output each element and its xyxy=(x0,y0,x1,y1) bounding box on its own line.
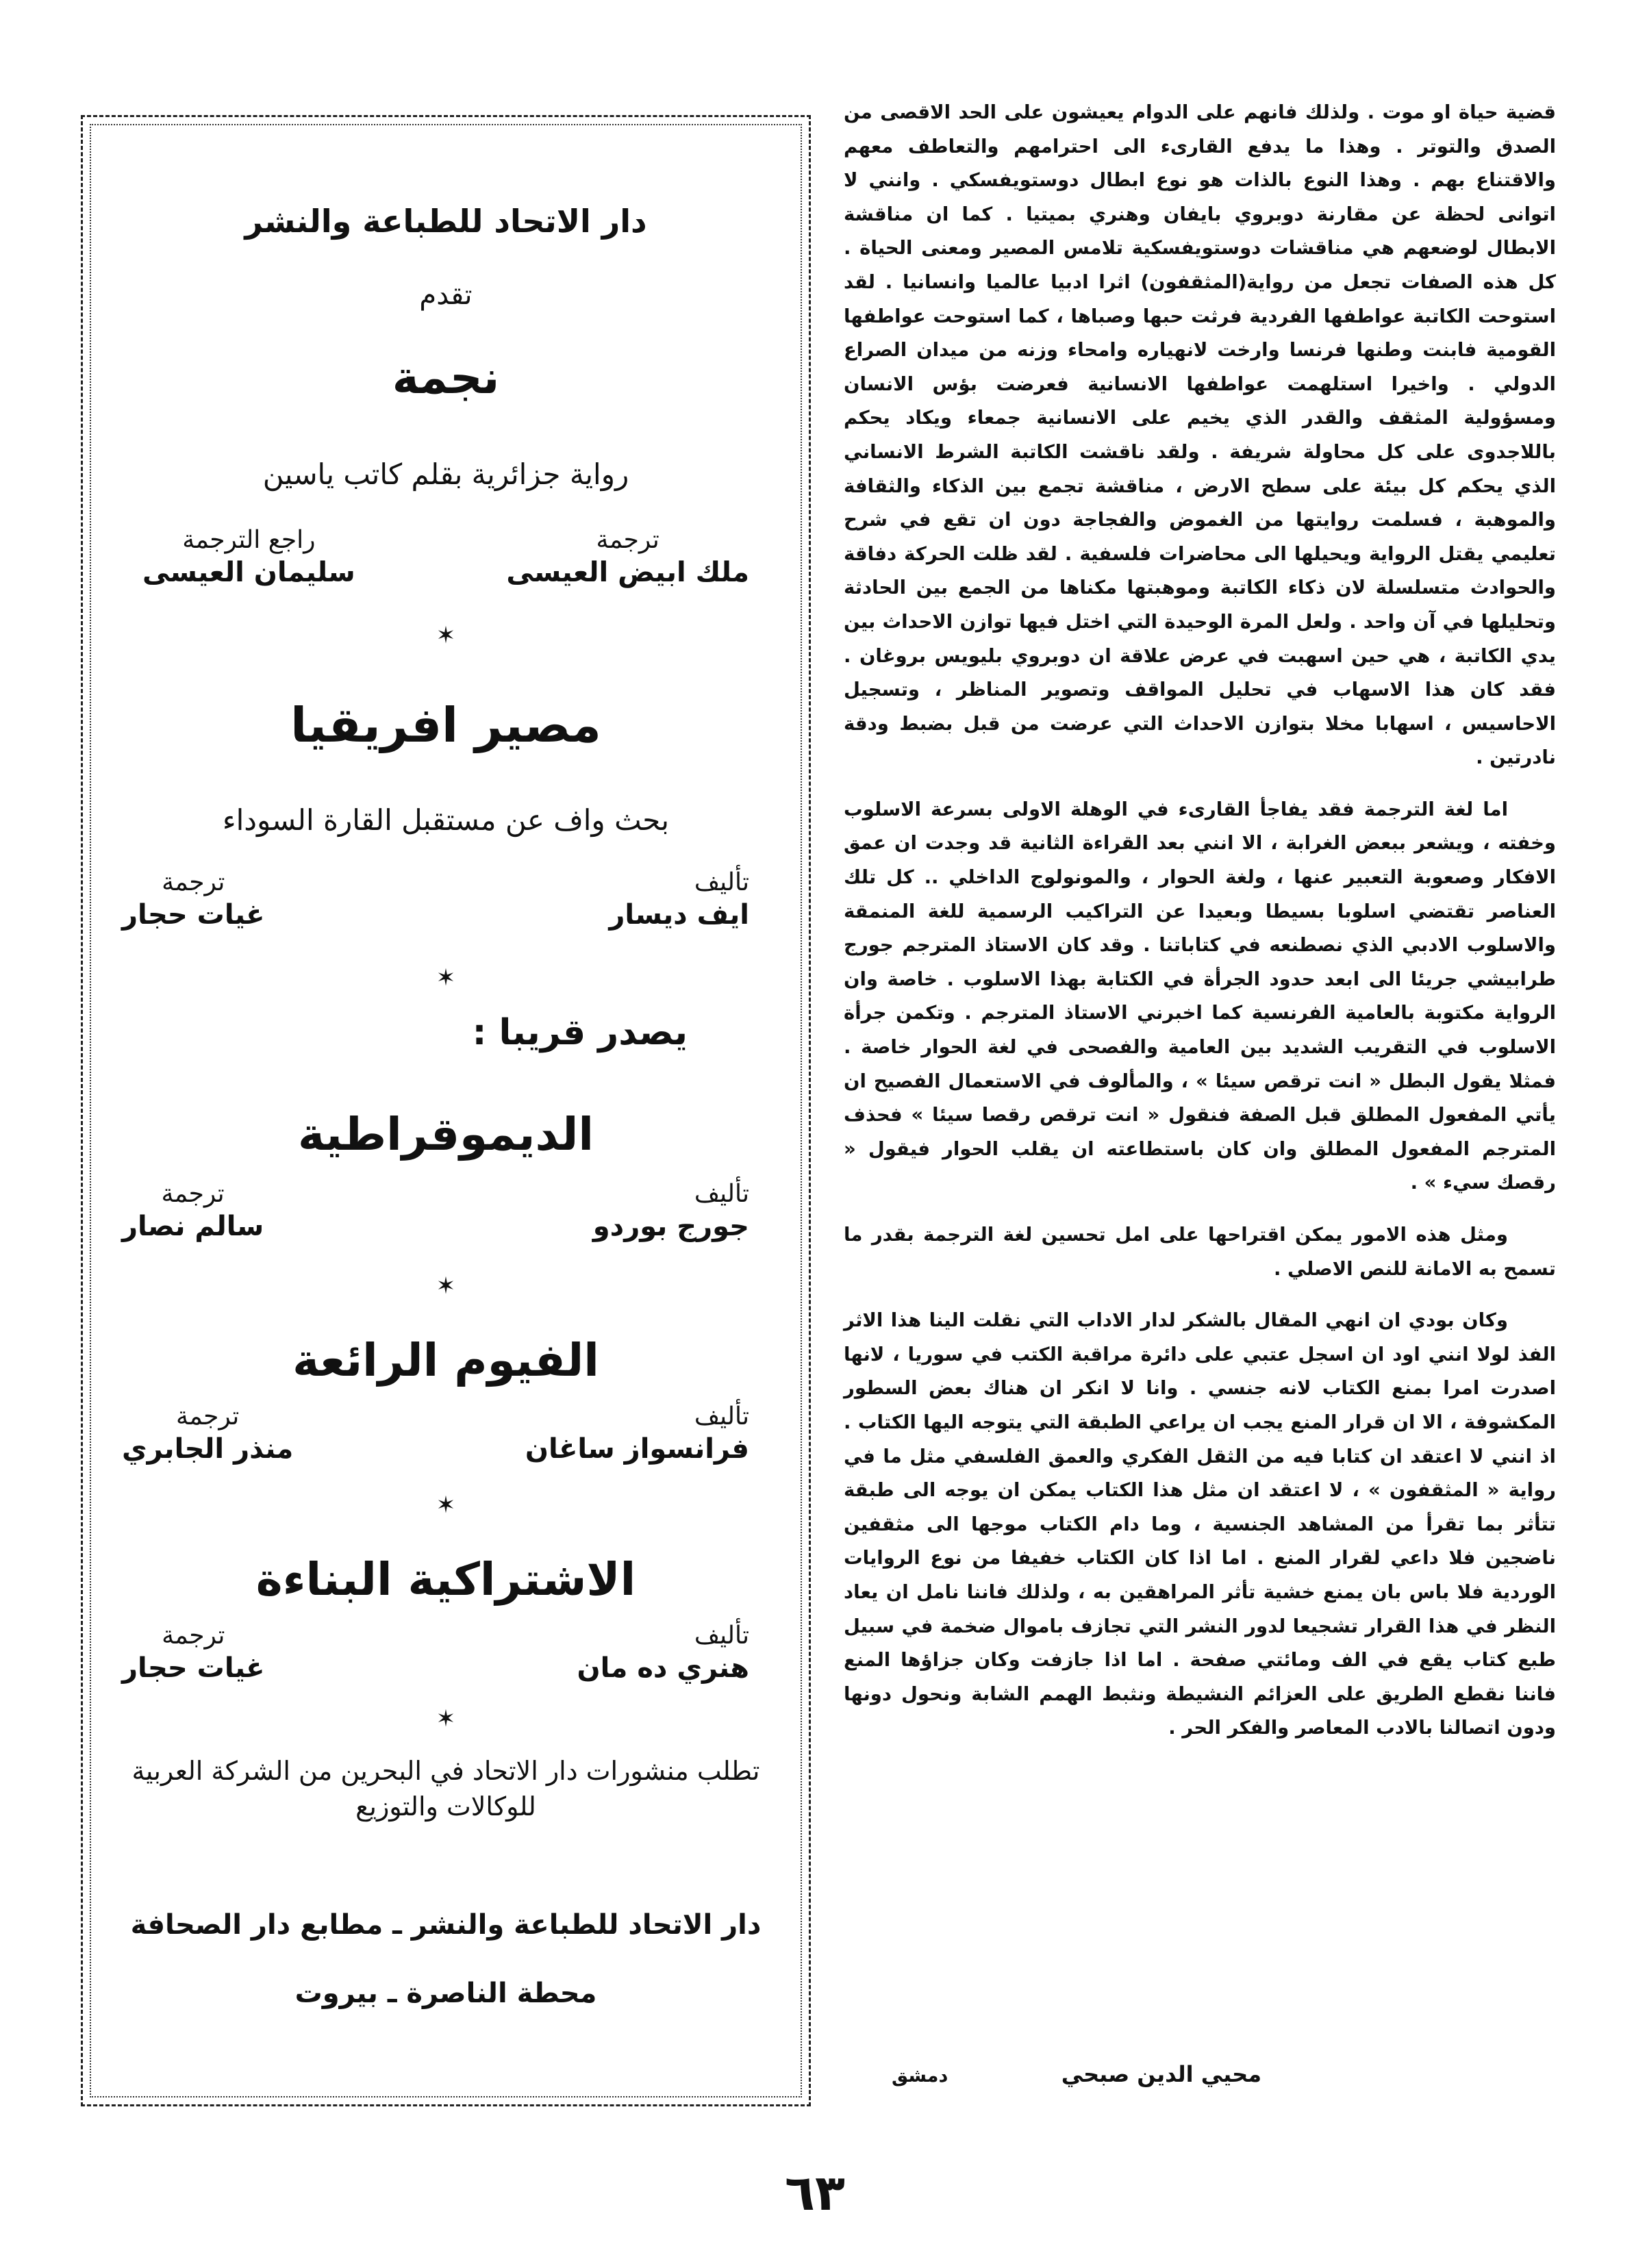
book-credit-left xyxy=(142,526,355,588)
credit-role: تأليف xyxy=(694,1180,749,1208)
credit-role: ترجمة xyxy=(162,1622,225,1650)
credit-name: سليمان العيسى xyxy=(142,557,355,588)
credit-name: منذر الجابري xyxy=(122,1433,294,1465)
star-divider: ✶ xyxy=(436,622,456,649)
credit-name: غيات حجار xyxy=(122,899,265,931)
book-credit-left xyxy=(122,1622,265,1684)
credit-role: ترجمة xyxy=(176,1402,240,1431)
author-name: محيي الدين صبحي xyxy=(1061,2061,1261,2087)
article-body xyxy=(844,96,1556,1763)
book-subtitle: رواية جزائرية بقلم كاتب ياسين xyxy=(262,457,629,491)
credit-name: سالم نصار xyxy=(122,1211,264,1242)
author-place: دمشق xyxy=(892,2065,948,2087)
book-title: مصير افريقيا xyxy=(290,697,601,753)
credit-name: فرانسواز ساغان xyxy=(525,1433,749,1465)
order-note: تطلب منشورات دار الاتحاد في البحرين من الشركة العربية للوكالات والتوزيع xyxy=(131,1756,760,1822)
book-credit-left xyxy=(122,1402,293,1465)
star-divider: ✶ xyxy=(436,1272,456,1300)
publisher-advertisement xyxy=(81,115,811,2106)
credit-name: ملك ابيض العيسى xyxy=(506,557,749,588)
article-signature xyxy=(844,2061,1556,2102)
credit-name: ايف ديسار xyxy=(609,899,749,931)
credit-name: غيات حجار xyxy=(122,1652,265,1684)
credit-name: جورج بوردو xyxy=(592,1211,749,1242)
book-credit-right xyxy=(525,1402,749,1465)
book-credit-right xyxy=(593,1180,749,1242)
star-divider: ✶ xyxy=(436,1705,456,1732)
article-paragraph-4: وكان بودي ان انهي المقال بالشكر لدار الاداب التي نقلت الينا هذا الاثر الفذ لولا انني اود ان اسجل عتبي على دائرة مراقبة الكتب في سوريا ، لانها اصدرت امرا بمنع الكتاب لانه جنسي . وانا لا انكر ان هناك بعض السطور المكشوفة ، الا ان قرار المنع يجب ان يراعي الطبقة التي يتوجه اليها الكتاب . اذ انني لا اعتقد ان كتابا فيه من الثقل الفكري والعمق الفلسفي مثل ما في رواية « المثقفون » ، لا اعتقد ان مثل هذا الكتاب يمكن ان يوجه الى طبقة تتأثر بما تقرأ من المشاهد الجنسية ، وما دام الكتاب موجها الى مثقفين ناضجين فلا داعي لقرار المنع . اما اذا كان الكتاب خفيفا من نوع الروايات الوردية فلا باس بان يمنع خشية تأثر المراهقين به ، ولذلك فاننا نامل ان يعاد النظر في هذا القرار تشجيعا لدور النشر التي تجازف باموال ضخمة في سبيل طبع كتاب يقع في الف ومائتي صفحة . اما اذا جازفت وكان جزاؤها المنع فاننا نقطع الطريق على العزائم النشيطة ونثبط الهمم الشابة ونحول دونها ودون اتصالنا بالادب المعاصر والفكر الحر . xyxy=(844,1309,1556,1739)
article-paragraph-3: ومثل هذه الامور يمكن اقتراحها على امل تحسين لغة الترجمة بقدر ما تسمح به الامانة للنص الاصلي . xyxy=(844,1224,1556,1280)
article-paragraph-2: اما لغة الترجمة فقد يفاجأ القارىء في الوهلة الاولى بسرعة الاسلوب وخفته ، ويشعر ببعض الغرابة ، الا انني بعد القراءة الثانية قد وجدت ان عمق الافكار وصعوبة التعبير عنها ، ولغة الحوار ، والمونولوج الداخلي .. كل تلك العناصر تقتضي اسلوبا بسيطا وبعيدا عن التراكيب الرسمية للغة المنمقة والاسلوب الادبي الذي نصطنعه في كتاباتنا . وقد كان الاستاذ المترجم جورج طرابيشي جريئا الى ابعد حدود الجرأة في الكتابة بهذا الاسلوب . خاصة وان الرواية مكتوبة بالعامية الفرنسية كما اخبرني الاستاذ المترجم . وتكمن جرأة الاسلوب في التقريب الشديد بين العامية والفصحى في لغة الحوار خاصة . فمثلا يقول البطل « انت ترقص سيئا » ، والمألوف في الاستعمال الفصيح ان يأتي المفعول المطلق قبل الصفة فنقول « انت ترقص رقصا سيئا » فحذف المترجم المفعول المطلق وان كان باستطاعته ان يقلب الحوار فيقول « رقصك سيء » . xyxy=(844,798,1556,1194)
credit-role: راجع الترجمة xyxy=(182,526,316,554)
star-divider: ✶ xyxy=(436,964,456,992)
credit-role: ترجمة xyxy=(596,526,659,554)
publisher-address: محطة الناصرة ـ بيروت xyxy=(294,1978,597,2009)
credit-role: تأليف xyxy=(694,1402,749,1431)
book-credit-right xyxy=(609,868,749,931)
publisher-name: دار الاتحاد للطباعة والنشر xyxy=(244,203,647,240)
coming-soon-heading: يصدر قريبا : xyxy=(472,1012,688,1053)
credit-role: ترجمة xyxy=(162,868,225,896)
credit-role: تأليف xyxy=(694,868,749,896)
credit-role: تأليف xyxy=(694,1622,749,1650)
credit-role: ترجمة xyxy=(161,1180,225,1208)
book-credit-left xyxy=(122,868,265,931)
book-credit-right xyxy=(506,526,749,588)
book-title: الديموقراطية xyxy=(298,1108,594,1161)
credit-name: هنري ده مان xyxy=(577,1652,749,1684)
book-credit-right xyxy=(577,1622,749,1684)
book-subtitle: بحث واف عن مستقبل القارة السوداء xyxy=(222,803,670,837)
article-paragraph-1: قضية حياة او موت . ولذلك فانهم على الدوام يعيشون على الحد الاقصى من الصدق والتوتر . وهذا ما يدفع القارىء الى احترامهم والتعاطف معهم والاقتناع بهم . وهذا النوع بالذات هو نوع ابطال دوستويفسكي . وانني لا اتوانى لحظة عن مقارنة دوبروي بايفان وهنري بميتيا . كما ان مناقشة الابطال لوضعهم هي مناقشات دوستويفسكية تلامس المصير ومعنى الحياة . كل هذه الصفات تجعل من رواية(المثقفون) اثرا ادبيا عالميا وانسانيا . لقد استوحت الكاتبة عواطفها الفردية فرثت حبها وصباها ، كما استوحت عواطفها القومية فابنت وطنها فرنسا وارخت لانهياره وامحاء وزنه من ميدان الصراع الدولي . واخيرا استلهمت عواطفها الانسانية فعرضت بؤس الانسان ومسؤولية المثقف والقدر الذي يخيم على الانسانية جمعاء ويكاد يحكم باللاجدوى على كل محاولة شريفة . ولقد ناقشت الكاتبة الشرط الانساني الذي يحكم كل بيئة على سطح الارض ، مناقشة تجمع بين الذكاء والثقافة والموهبة ، فسلمت روايتها من الغموض والفجاجة دون ان تقع في شرح تعليمي يقتل الرواية ويحيلها الى محاضرات فلسفية . لقد ظلت الحركة دفاقة والحوادث متسلسلة لان ذكاء الكاتبة وموهبتها مكناها من الجمع بين الحادثة وتحليلها في آن واحد . ولعل المرة الوحيدة التي اختل فيها توازن الاحداث بين يدي الكاتبة ، هي حين اسهبت في عرض علاقة ان دوبروي بليويس بروغان . فقد كان هذا الاسهاب في تحليل المواقف وتصوير المناظر ، وتسجيل الاحاسيس ، اسهابا مخلا بتوازن الاحداث التي عرضت من قبل بضبط ودقة نادرتين . xyxy=(844,101,1556,769)
book-title: الاشتراكية البناءة xyxy=(255,1553,636,1606)
book-title: نجمة xyxy=(392,351,500,404)
presents-label: تقدم xyxy=(419,279,473,311)
book-credit-left xyxy=(122,1180,264,1242)
book-title: الفيوم الرائعة xyxy=(292,1334,599,1387)
page-number: ٦٣ xyxy=(785,2164,845,2221)
star-divider: ✶ xyxy=(436,1491,456,1519)
publisher-footer: دار الاتحاد للطباعة والنشر ـ مطابع دار الصحافة xyxy=(130,1909,762,1941)
